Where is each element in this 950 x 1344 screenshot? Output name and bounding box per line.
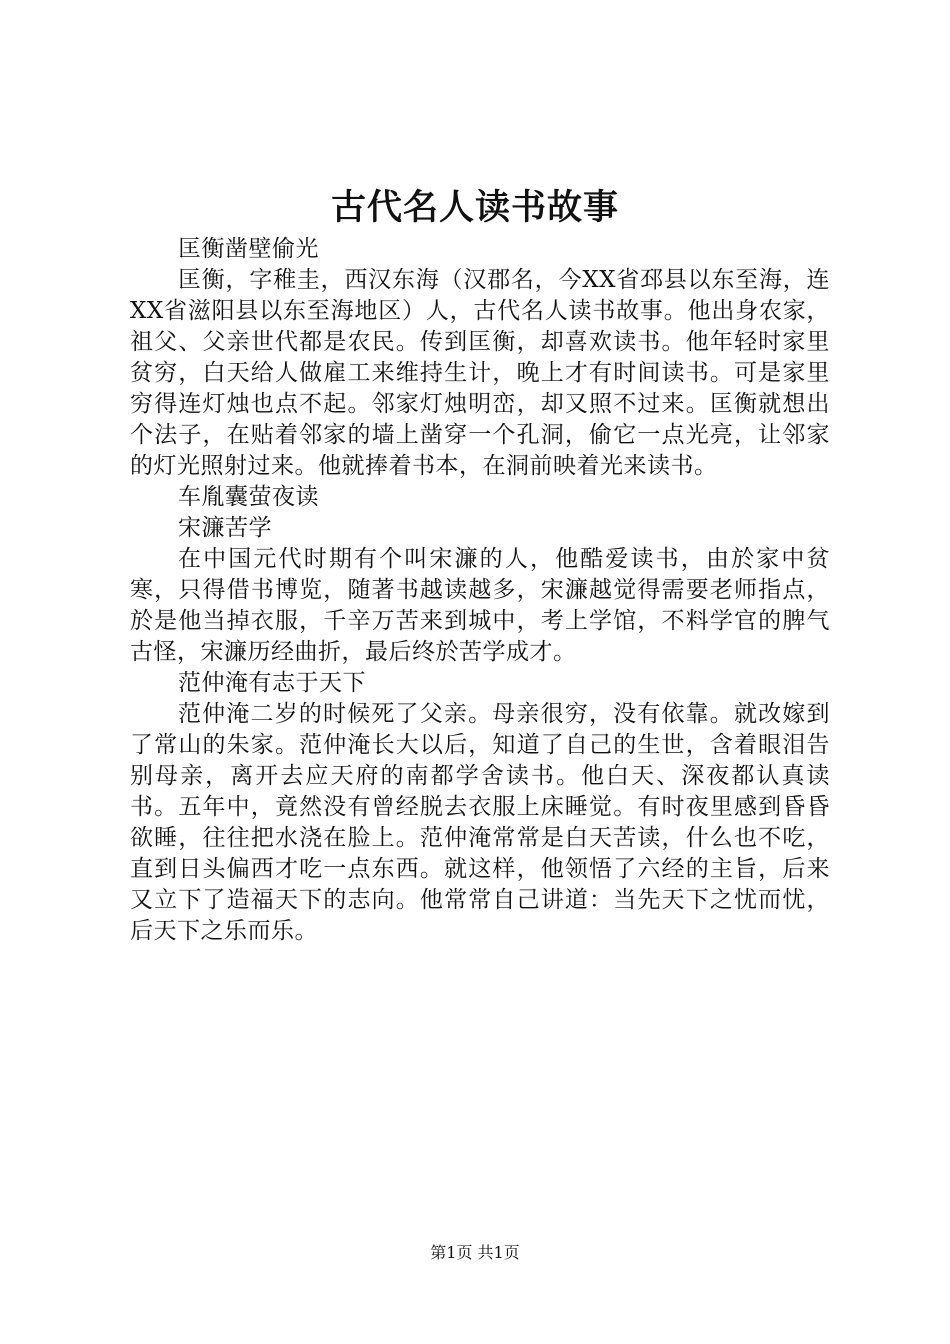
section-body-fan-zhongyan: 范仲淹二岁的时候死了父亲。母亲很穷，没有依靠。就改嫁到了常山的朱家。范仲淹长大以后，知道了自己的生世，含着眼泪告别母亲，离开去应天府的南都学舍读书。他白天、深夜都认真读书。五年中，竟然没有曾经脱去衣服上床睡觉。有时夜里感到昏昏欲睡，往往把水浇在脸上。范仲淹常常是白天苦读，什么也不吃，直到日头偏西才吃一点东西。就这样，他领悟了六经的主旨，后来又立下了造福天下的志向。他常常自己讲道：当先天下之忧而忧，后天下之乐而乐。	[130, 701, 830, 944]
section-heading-fan-zhongyan: 范仲淹有志于天下	[178, 670, 366, 696]
section-heading-che-yin: 车胤囊萤夜读	[178, 484, 319, 510]
document-body	[130, 234, 830, 947]
section-body-kuang-heng: 匡衡，字稚圭，西汉东海（汉郡名，今XX省邳县以东至海，连XX省滋阳县以东至海地区）人，古代名人读书故事。他出身农家，祖父、父亲世代都是农民。传到匡衡，却喜欢读书。他年轻时家里贫穷，白天给人做雇工来维持生计，晚上才有时间读书。可是家里穷得连灯烛也点不起。邻家灯烛明峦，却又照不过来。匡衡就想出个法子，在贴着邻家的墙上凿穿一个孔洞，偷它一点光亮，让邻家的灯光照射过来。他就捧着书本，在洞前映着光来读书。	[130, 267, 830, 479]
section-heading-song-lian: 宋濂苦学	[178, 515, 272, 541]
section-body-song-lian: 在中国元代时期有个叫宋濂的人，他酷爱读书，由於家中贫寒，只得借书博览，随著书越读越多，宋濂越觉得需要老师指点，於是他当掉衣服，千辛万苦来到城中，考上学馆，不料学官的脾气古怪，宋濂历经曲折，最后终於苦学成才。	[130, 546, 830, 665]
page-footer: 第1页 共1页	[430, 1243, 520, 1262]
section-heading-kuang-heng: 匡衡凿壁偷光	[178, 236, 319, 262]
document-title: 古代名人读书故事	[330, 187, 619, 228]
